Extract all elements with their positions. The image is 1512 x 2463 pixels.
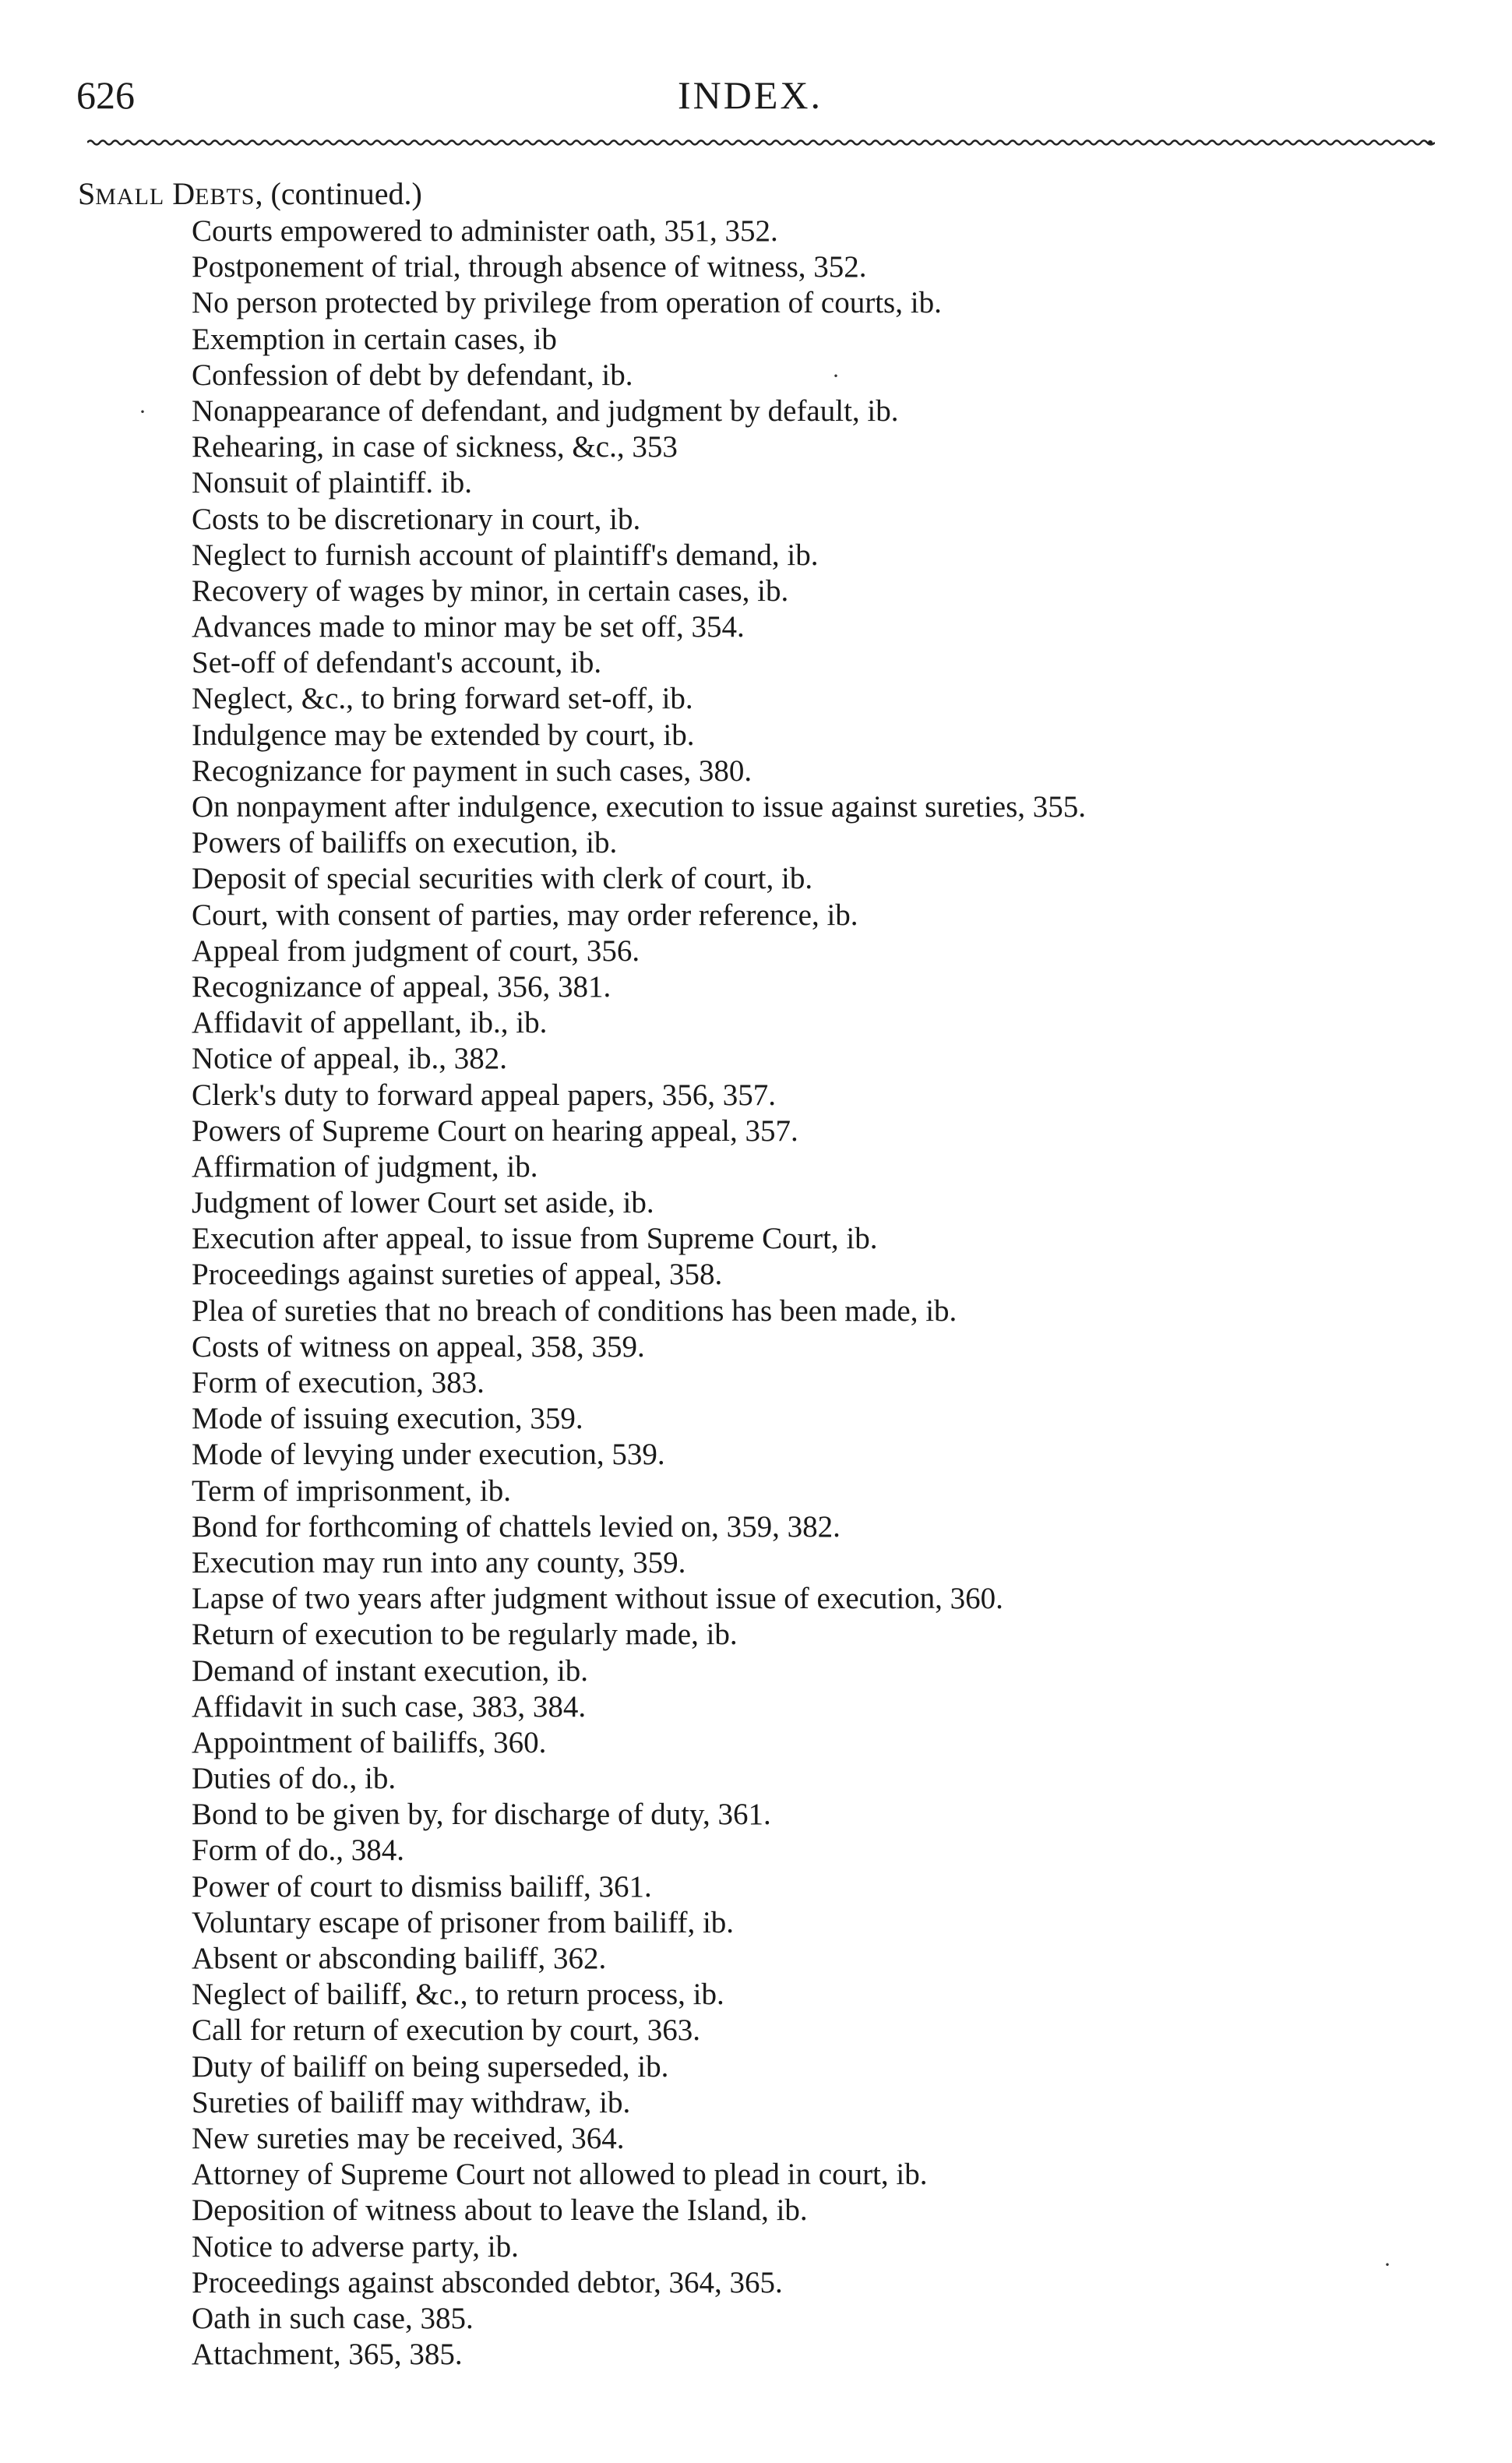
page-number: 626 [76,73,135,117]
section-heading [78,176,422,215]
wavy-rule-divider [87,137,1435,148]
index-entry: Nonappearance of defendant, and judgment by default, ib. [192,393,899,428]
index-entry: Notice of appeal, ib., 382. [192,1042,508,1076]
index-entry: Set-off of defendant's account, ib. [192,646,602,680]
index-entry: Affirmation of judgment, ib. [192,1149,538,1184]
index-entry: Affidavit in such case, 383, 384. [192,1689,587,1724]
index-entry: Affidavit of appellant, ib., ib. [192,1006,548,1040]
index-entry: Mode of issuing execution, 359. [192,1402,583,1436]
index-entry: Voluntary escape of prisoner from bailiff, ib. [192,1905,735,1939]
heading-initial-s: S [78,176,96,211]
index-entry: Sureties of bailiff may withdraw, ib. [192,2085,631,2119]
index-entry: Neglect of bailiff, &c., to return process, ib. [192,1978,724,2012]
index-entry: Execution after appeal, to issue from Supreme Court, ib. [192,1222,878,1256]
index-entry: Bond for forthcoming of chattels levied on, 359, 382. [192,1509,841,1544]
index-entry-list [192,213,1086,2373]
index-entry: Proceedings against absconded debtor, 364, 365. [192,2265,783,2299]
index-entry: Execution may run into any county, 359. [192,1545,686,1579]
index-entry: Exemption in certain cases, ib [192,322,557,356]
index-entry: Courts empowered to administer oath, 351, 352. [192,214,778,248]
index-entry: Lapse of two years after judgment without issue of execution, 360. [192,1582,1003,1616]
index-entry: Recognizance of appeal, 356, 381. [192,969,611,1004]
index-entry: Demand of instant execution, ib. [192,1653,589,1688]
index-entry: Notice to adverse party, ib. [192,2229,519,2264]
heading-small-caps-mall: MALL [95,184,165,210]
index-entry: Deposit of special securities with clerk of court, ib. [192,862,813,896]
heading-suffix: , (continued.) [255,176,422,211]
index-entry: Duties of do., ib. [192,1762,397,1796]
stray-ink-mark: · [1383,2252,1391,2278]
index-entry: Appeal from judgment of court, 356. [192,933,640,968]
index-entry: Term of imprisonment, ib. [192,1473,511,1508]
index-entry: Costs to be discretionary in court, ib. [192,502,641,536]
index-entry: Recognizance for payment in such cases, 380. [192,753,752,788]
index-entry: On nonpayment after indulgence, execution to issue against sureties, 355. [192,790,1087,824]
index-entry: Costs of witness on appeal, 358, 359. [192,1329,645,1364]
index-entry: Clerk's duty to forward appeal papers, 356, 357. [192,1078,777,1112]
index-entry: Indulgence may be extended by court, ib. [192,718,695,752]
index-entry: Plea of sureties that no breach of conditions has been made, ib. [192,1293,957,1328]
index-entry: Deposition of witness about to leave the Island, ib. [192,2193,808,2228]
index-entry: Powers of bailiffs on execution, ib. [192,826,618,860]
index-entry: Oath in such case, 385. [192,2301,474,2335]
index-entry: Court, with consent of parties, may order reference, ib. [192,898,858,932]
index-entry: Postponement of trial, through absence of witness, 352. [192,250,867,284]
index-entry: Rehearing, in case of sickness, &c., 353 [192,430,678,464]
index-entry: Power of court to dismiss bailiff, 361. [192,1869,652,1904]
index-entry: Recovery of wages by minor, in certain cases, ib. [192,573,789,608]
index-entry: Powers of Supreme Court on hearing appeal, 357. [192,1113,798,1148]
index-entry: Neglect to furnish account of plaintiff's demand, ib. [192,538,819,572]
heading-small-caps-ebts: EBTS [195,184,256,210]
index-entry: Bond to be given by, for discharge of duty, 361. [192,1798,771,1832]
index-entry: Absent or absconding bailiff, 362. [192,1942,607,1975]
index-entry: Duty of bailiff on being superseded, ib. [192,2049,669,2084]
heading-initial-d: D [172,176,196,211]
index-entry: Judgment of lower Court set aside, ib. [192,1186,654,1220]
index-entry: Proceedings against sureties of appeal, 358. [192,1258,723,1292]
stray-ink-mark: · [832,363,840,389]
index-entry: Advances made to minor may be set off, 354. [192,610,745,644]
index-entry: Neglect, &c., to bring forward set-off, ib. [192,682,693,716]
index-entry: New sureties may be received, 364. [192,2121,625,2155]
index-entry: No person protected by privilege from operation of courts, ib. [192,286,942,320]
index-entry: Form of do., 384. [192,1833,404,1868]
page-title: INDEX. [678,73,823,117]
index-entry: Form of execution, 383. [192,1366,485,1399]
stray-ink-mark: · [139,399,146,425]
index-entry: Attorney of Supreme Court not allowed to plead in court, ib. [192,2158,928,2192]
index-entry: Attachment, 365, 385. [192,2338,463,2372]
index-entry: Nonsuit of plaintiff. ib. [192,466,473,500]
index-entry: Mode of levying under execution, 539. [192,1438,665,1472]
index-entry: Call for return of execution by court, 363. [192,2013,701,2048]
index-entry: Confession of debt by defendant, ib. [192,358,633,392]
index-entry: Return of execution to be regularly made, ib. [192,1618,738,1652]
index-entry: Appointment of bailiffs, 360. [192,1725,547,1759]
